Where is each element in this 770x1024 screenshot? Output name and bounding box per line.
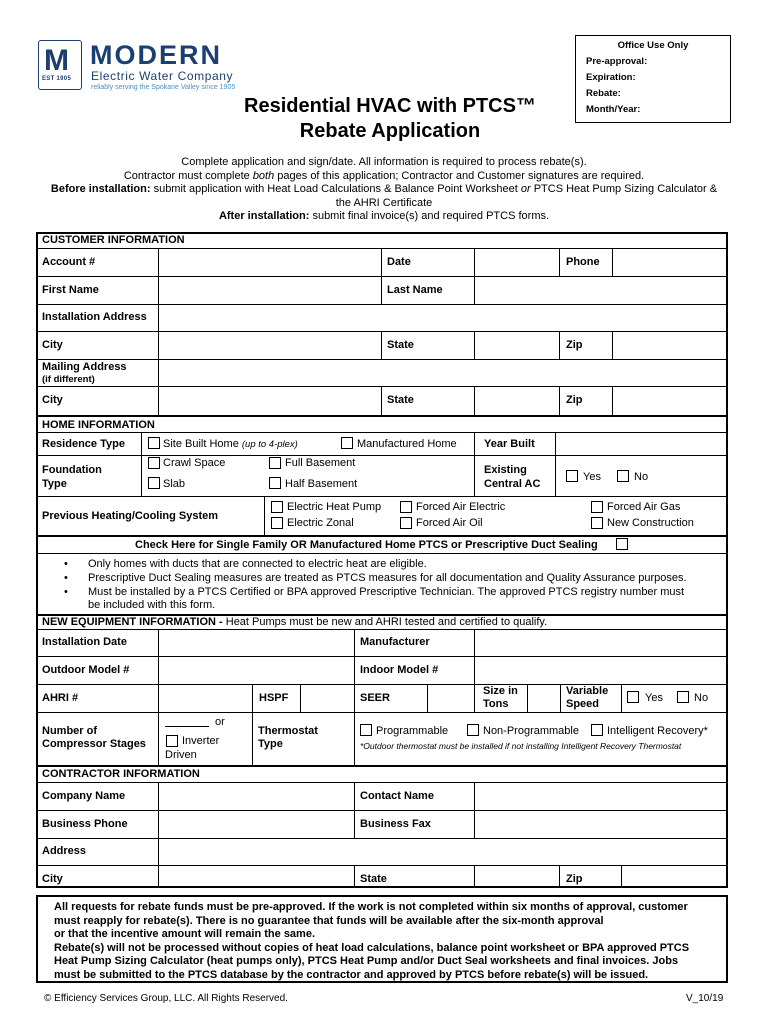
logo-name: MODERN: [90, 40, 222, 70]
rule: [612, 331, 613, 359]
rule: [300, 684, 301, 712]
rule: [559, 386, 560, 415]
duct-bullet-2-text: • Prescriptive Duct Sealing measures are treated as PTCS measures for all documentation and Quality Assurance purposes.: [88, 572, 687, 584]
electric-heat-pump-checkbox[interactable]: [271, 501, 283, 513]
intro-line-2-post: pages of this application; Contractor and Customer signatures are required.: [274, 169, 645, 182]
site-built-home-label: [163, 438, 298, 450]
year-built-label: Year Built: [484, 438, 535, 450]
existing-ac-label-1: Existing: [484, 464, 527, 476]
rule: [36, 656, 728, 657]
rule: [36, 810, 728, 811]
rule: [354, 629, 355, 765]
date-label: Date: [387, 256, 411, 268]
duct-bullet-3-line-b: be included with this form.: [88, 599, 216, 611]
forced-air-oil-checkbox[interactable]: [400, 517, 412, 529]
rule: [36, 838, 728, 839]
rule: [381, 331, 382, 359]
seer-label: SEER: [360, 692, 390, 704]
installation-date-label: Installation Date: [42, 636, 127, 648]
residence-type-label: Residence Type: [42, 438, 125, 450]
indoor-model-label: Indoor Model #: [360, 664, 439, 676]
account-input[interactable]: [159, 249, 381, 276]
driven-label: Driven: [165, 749, 197, 761]
rule: [141, 432, 142, 496]
intro-line-5-text: submit final invoice(s) and required PTCS forms.: [309, 210, 550, 222]
rule: [264, 496, 265, 535]
existing-ac-no-label: No: [634, 471, 649, 483]
intro-line-2-em: both: [252, 169, 275, 182]
city-label: City: [42, 339, 63, 351]
version: V_10/19: [686, 993, 724, 1004]
programmable-label: Programmable: [376, 725, 449, 737]
previous-system-label: Previous Heating/Cooling System: [42, 510, 219, 522]
office-use-heading: Office Use Only: [617, 40, 689, 51]
electric-zonal-label: Electric Zonal: [287, 517, 354, 529]
crawl-space-label: Crawl Space: [163, 457, 226, 469]
slab-label: Slab: [163, 478, 186, 490]
account-label: Account #: [42, 256, 96, 268]
site-built-text: Site Built Home: [163, 438, 239, 450]
first-name-label: First Name: [42, 284, 99, 296]
rule: [158, 629, 159, 765]
contractor-section-header: CONTRACTOR INFORMATION: [42, 768, 200, 780]
notice-line-2: must reapply for rebate(s). There is no guarantee that funds will be available after the six-month approval: [54, 914, 604, 927]
rule: [474, 865, 475, 888]
rule: [36, 684, 728, 685]
intro-line-1: Complete application and sign/date. All information is required to process rebate(s).: [181, 156, 587, 168]
rule: [36, 553, 728, 554]
programmable-checkbox[interactable]: [360, 724, 372, 736]
equipment-section-header: [42, 616, 547, 628]
page-title: [190, 94, 590, 144]
size-tons-label-2: Tons: [483, 698, 509, 710]
site-built-home-checkbox[interactable]: [148, 437, 160, 449]
slab-checkbox[interactable]: [148, 477, 160, 489]
variable-speed-yes-label: Yes: [645, 692, 663, 704]
forced-air-electric-checkbox[interactable]: [400, 501, 412, 513]
full-basement-checkbox[interactable]: [269, 457, 281, 469]
notice-line-4: Rebate(s) will not be processed without copies of heat load calculations, balance point worksheet or BPA approved PTCS: [54, 941, 690, 954]
rule: [36, 415, 728, 417]
half-basement-label: Half Basement: [285, 478, 358, 490]
thermostat-note: *Outdoor thermostat must be installed if not installing Intelligent Recovery Thermostat: [360, 741, 682, 751]
installation-address-label: Installation Address: [42, 311, 147, 323]
company-logo: [34, 36, 249, 96]
logo-subtitle: Electric Water Company: [91, 69, 234, 83]
half-basement-checkbox[interactable]: [269, 477, 281, 489]
logo-mark: M: [44, 44, 69, 77]
zip-label: Zip: [566, 339, 583, 351]
last-name-label: Last Name: [387, 284, 443, 296]
notice-line-1: All requests for rebate funds must be pre-approved. If the work is not completed within six months of approval, customer: [54, 901, 688, 913]
equipment-header-label: NEW EQUIPMENT INFORMATION -: [42, 616, 223, 628]
rule: [36, 331, 728, 332]
contractor-address-label: Address: [42, 845, 87, 857]
forced-air-gas-label: Forced Air Gas: [607, 501, 681, 513]
logo-est: EST 1905: [42, 76, 72, 82]
business-fax-label: Business Fax: [360, 818, 431, 830]
inverter-driven-checkbox[interactable]: [166, 735, 178, 747]
intro-line-3-pre: submit application with Heat Load Calculations & Balance Point Worksheet: [150, 183, 521, 195]
installation-address-input[interactable]: [159, 305, 726, 331]
customer-section-header: CUSTOMER INFORMATION: [42, 234, 185, 246]
rule: [555, 432, 556, 496]
office-pre-approval[interactable]: Pre-approval:: [586, 56, 648, 67]
phone-label: Phone: [566, 256, 600, 268]
title-line-1: Residential HVAC with PTCS™: [244, 95, 536, 117]
rule: [474, 629, 475, 712]
office-expiration[interactable]: Expiration:: [586, 72, 636, 83]
foundation-label-2: Type: [42, 478, 67, 490]
intro-line-4: the AHRI Certificate: [335, 196, 433, 209]
rule: [36, 712, 728, 713]
rule: [559, 865, 560, 888]
rule: [559, 248, 560, 276]
rule: [36, 765, 728, 767]
non-programmable-label: Non-Programmable: [483, 725, 579, 737]
rule: [621, 684, 622, 712]
hspf-label: HSPF: [259, 692, 289, 704]
intelligent-recovery-label: Intelligent Recovery*: [607, 725, 708, 737]
rule: [36, 535, 728, 537]
existing-ac-yes-label: Yes: [583, 471, 601, 483]
logo-tagline: reliably serving the Spokane Valley since 1905: [91, 84, 236, 91]
rule: [381, 386, 382, 415]
copyright: © Efficiency Services Group, LLC. All Rights Reserved.: [44, 993, 288, 1004]
outdoor-model-label: Outdoor Model #: [42, 664, 130, 676]
duct-sealing-label: Check Here for Single Family OR Manufactured Home PTCS or Prescriptive Duct Sealing: [135, 539, 598, 551]
mailing-address-label: Mailing Address: [42, 361, 127, 373]
rule: [36, 865, 728, 866]
phone-input[interactable]: [613, 249, 726, 276]
rule: [158, 782, 159, 888]
crawl-space-checkbox[interactable]: [148, 457, 160, 469]
non-programmable-checkbox[interactable]: [467, 724, 479, 736]
intelligent-recovery-checkbox[interactable]: [591, 724, 603, 736]
rule: [36, 359, 728, 360]
rule: [427, 684, 428, 712]
electric-zonal-checkbox[interactable]: [271, 517, 283, 529]
compressor-stages-label-1: Number of: [42, 725, 97, 737]
mailing-state-label: State: [387, 394, 414, 406]
after-installation-label: After installation:: [218, 210, 310, 222]
rule: [474, 331, 475, 359]
rule: [354, 782, 355, 838]
forced-air-gas-checkbox[interactable]: [591, 501, 603, 513]
title-line-2: Rebate Application: [299, 120, 481, 142]
rule: [527, 684, 528, 712]
office-rebate[interactable]: Rebate:: [586, 88, 621, 99]
rule: [36, 432, 728, 433]
intro-line-3-em: or: [520, 183, 531, 195]
office-use-box: [575, 35, 731, 123]
forced-air-electric-label: Forced Air Electric: [416, 501, 506, 513]
notice-line-6: must be submitted to the PTCS database by the contractor and approved by PTCS before rebate(s) will be issued.: [54, 968, 649, 981]
business-phone-label: Business Phone: [42, 818, 128, 830]
or-label: or: [215, 716, 225, 728]
existing-ac-yes-checkbox[interactable]: [566, 470, 578, 482]
variable-speed-yes-checkbox[interactable]: [627, 691, 639, 703]
new-construction-label: New Construction: [607, 517, 694, 529]
mailing-zip-label: Zip: [566, 394, 583, 406]
contractor-zip-label: Zip: [566, 873, 583, 885]
notice-line-3: or that the incentive amount will remain the same.: [54, 928, 316, 940]
variable-speed-label-1: Variable: [566, 685, 609, 697]
rule: [474, 386, 475, 415]
manufacturer-label: Manufacturer: [360, 636, 430, 648]
first-name-input[interactable]: [159, 277, 381, 304]
manufactured-home-label: Manufactured Home: [357, 438, 457, 450]
thermostat-label-2: Type: [258, 738, 283, 750]
if-different-label: (if different): [42, 374, 95, 385]
company-name-label: Company Name: [42, 790, 126, 802]
thermostat-label-1: Thermostat: [258, 725, 318, 737]
rule: [354, 865, 355, 888]
rule: [36, 629, 728, 630]
existing-ac-no-checkbox[interactable]: [617, 470, 629, 482]
duct-sealing-checkbox[interactable]: [616, 538, 628, 550]
equipment-header-note: Heat Pumps must be new and AHRI tested and certified to qualify.: [222, 616, 548, 628]
intro-instructions: [34, 156, 734, 224]
intro-line-2: [34, 170, 734, 184]
state-label: State: [387, 339, 414, 351]
intro-line-3: [34, 183, 734, 197]
rule: [474, 782, 475, 838]
full-basement-label: Full Basement: [285, 457, 356, 469]
duct-bullet-1-text: • Only homes with ducts that are connected to electric heat are eligible.: [88, 558, 427, 570]
duct-bullet-2: [66, 572, 687, 585]
foundation-label-1: Foundation: [42, 464, 102, 476]
contractor-state-label: State: [360, 873, 387, 885]
rule: [559, 331, 560, 359]
rule: [36, 386, 728, 387]
contractor-city-label: City: [42, 873, 63, 885]
rule: [36, 496, 728, 497]
forced-air-oil-label: Forced Air Oil: [416, 517, 483, 529]
pre-approval-notice: [36, 895, 728, 983]
contact-name-label: Contact Name: [360, 790, 434, 802]
rule: [252, 684, 253, 765]
intro-line-5: [34, 210, 734, 224]
rule: [612, 386, 613, 415]
variable-speed-label-2: Speed: [566, 698, 600, 710]
ahri-label: AHRI #: [42, 692, 79, 704]
variable-speed-no-checkbox[interactable]: [677, 691, 689, 703]
existing-ac-label-2: Central AC: [484, 478, 541, 490]
compressor-stages-input[interactable]: [165, 726, 209, 727]
before-installation-label: Before installation:: [50, 183, 151, 195]
variable-speed-no-label: No: [694, 692, 709, 704]
last-name-input[interactable]: [475, 277, 726, 304]
duct-bullet-3: [66, 586, 684, 612]
duct-bullet-1: [66, 558, 427, 571]
compressor-stages-label-2: Compressor Stages: [42, 738, 146, 750]
size-tons-label-1: Size in: [483, 685, 518, 697]
new-construction-checkbox[interactable]: [591, 517, 603, 529]
home-section-header: HOME INFORMATION: [42, 419, 155, 431]
electric-heat-pump-label: Electric Heat Pump: [287, 501, 382, 513]
intro-line-2-pre: Contractor must complete: [123, 169, 253, 182]
rule: [36, 782, 728, 783]
office-month-year[interactable]: Month/Year:: [586, 104, 641, 115]
mailing-city-label: City: [42, 394, 63, 406]
notice-line-5: Heat Pump Sizing Calculator (heat pumps only), PTCS Heat Pump and/or Duct Seal worksheets and final invoices. Jobs: [54, 955, 679, 967]
rule: [474, 432, 475, 496]
date-input[interactable]: [475, 249, 559, 276]
intro-line-3-post: PTCS Heat Pump Sizing Calculator &: [530, 183, 718, 195]
manufactured-home-checkbox[interactable]: [341, 437, 353, 449]
duct-bullet-3-line-a: • Must be installed by a PTCS Certified or BPA approved Prescriptive Technician. The approved PTCS registry number must: [88, 586, 685, 598]
inverter-label: Inverter: [182, 735, 220, 747]
rule: [381, 248, 382, 304]
rule: [621, 865, 622, 888]
rule: [36, 455, 728, 456]
rule: [560, 684, 561, 712]
site-built-note: (up to 4-plex): [241, 439, 298, 450]
